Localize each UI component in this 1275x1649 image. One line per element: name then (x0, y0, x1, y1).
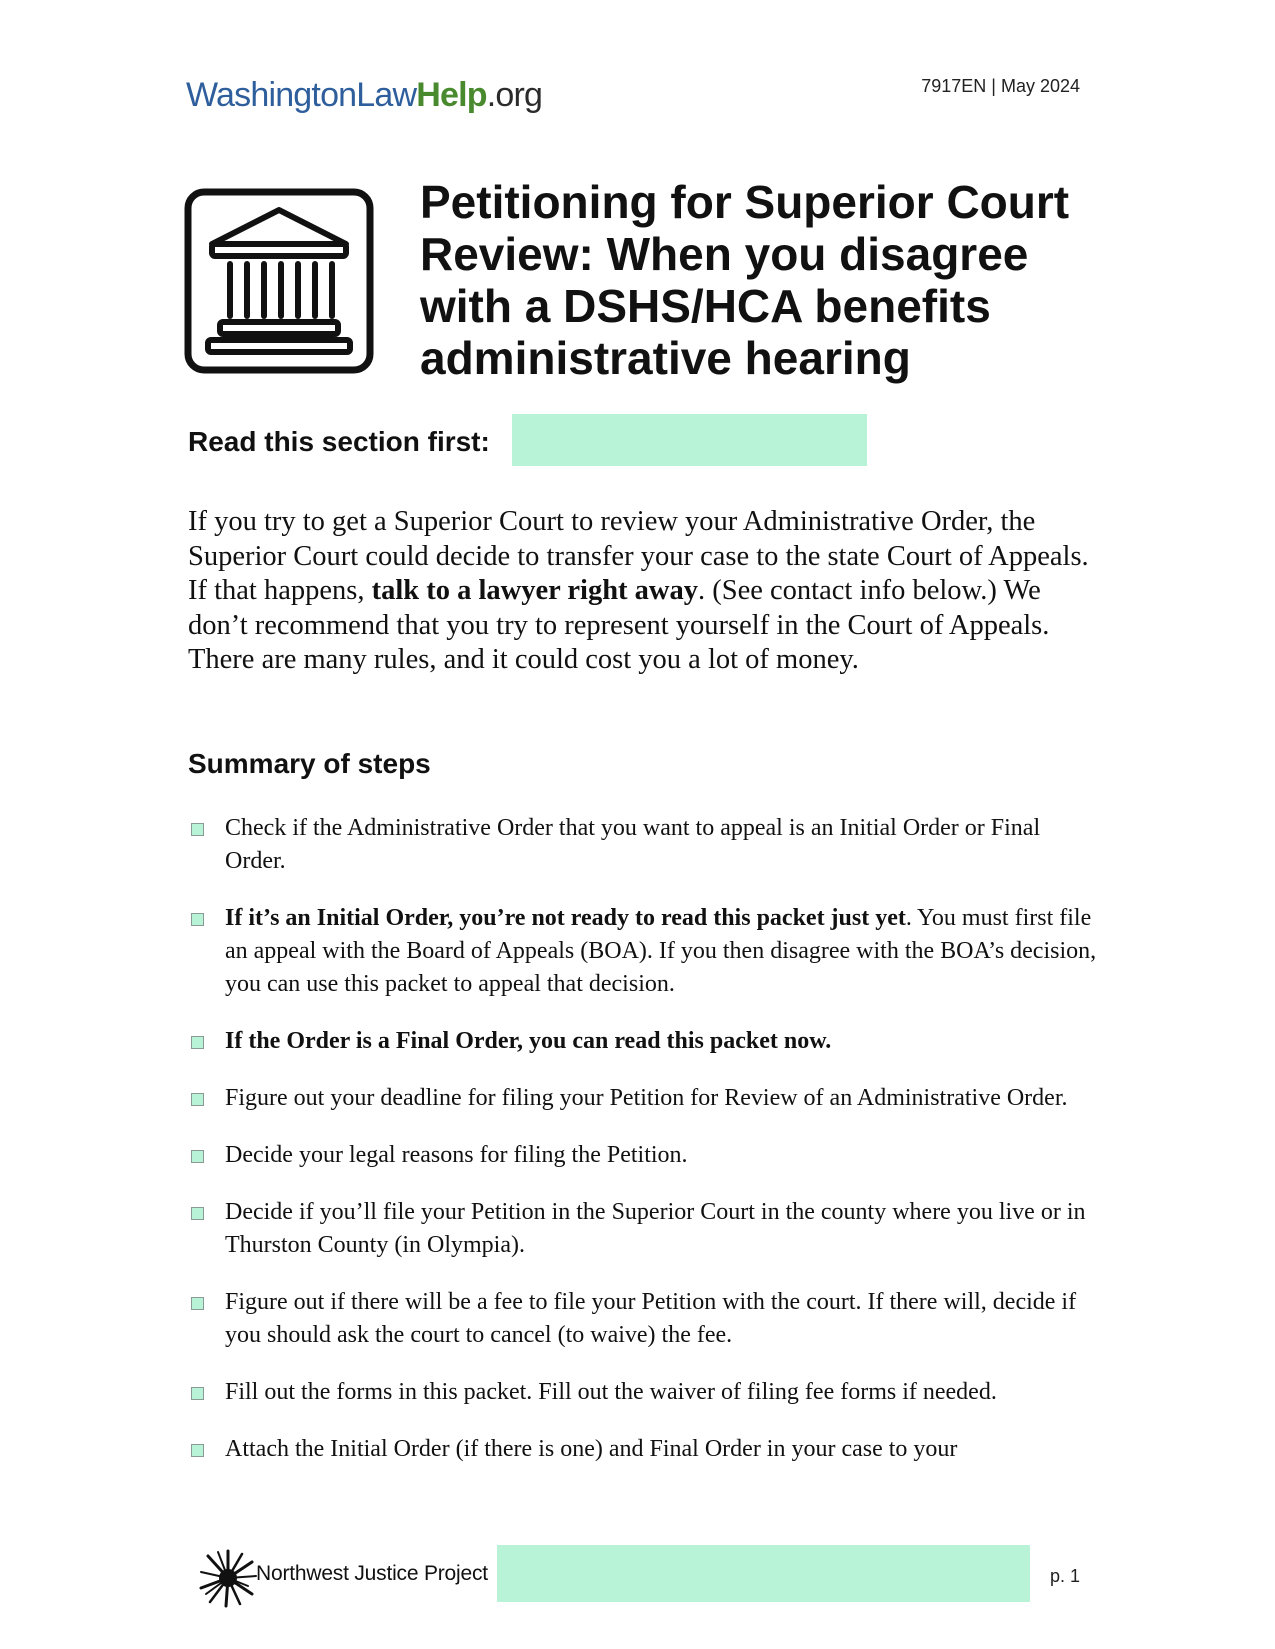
step-text: Figure out if there will be a fee to file your Petition with the court. If there will, decide if you should ask the court to cancel (to waive) the fee. (225, 1289, 1077, 1348)
footer-org-name: Northwest Justice Project (256, 1562, 488, 1585)
list-item (188, 1286, 1098, 1352)
read-first-heading: Read this section first: (188, 426, 490, 457)
checkbox-icon (191, 1207, 204, 1220)
list-item (188, 812, 1098, 878)
intro-paragraph (188, 505, 1093, 678)
page-title: Petitioning for Superior Court Review: When you disagree with a DSHS/HCA benefits administrative hearing (420, 176, 1070, 384)
intro-text-2: . (See contact info below.) We don’t recommend that you try to represent yourself in the Court of Appeals. There are many rules, and it could cost you a lot of money. (188, 575, 1050, 675)
step-text: Decide if you’ll file your Petition in the Superior Court in the county where you live or in Thurston County (in Olympia). (225, 1199, 1086, 1258)
checkbox-icon (191, 1297, 204, 1310)
step-text: Fill out the forms in this packet. Fill out the waiver of filing fee forms if needed. (225, 1379, 997, 1405)
logo-help: Help (416, 76, 487, 114)
checkbox-icon (191, 823, 204, 836)
list-item (188, 902, 1098, 1001)
list-item (188, 1376, 1098, 1409)
list-item (188, 1139, 1098, 1172)
step-text: Attach the Initial Order (if there is one) and Final Order in your case to your (225, 1436, 958, 1462)
sunburst-logo-icon (198, 1548, 258, 1608)
checkbox-icon (191, 1444, 204, 1457)
checkbox-icon (191, 1093, 204, 1106)
courthouse-icon (184, 188, 374, 374)
summary-heading: Summary of steps (188, 748, 431, 779)
step-bold-text: If the Order is a Final Order, you can read this packet now. (225, 1028, 832, 1054)
intro-text-1: If you try to get a Superior Court to review your Administrative Order, the Superior Court could decide to transfer your case to the state Court of Appeals. If that happens, (188, 506, 1089, 606)
logo-org: .org (486, 76, 543, 114)
checkbox-icon (191, 913, 204, 926)
list-item (188, 1025, 1098, 1058)
checkbox-icon (191, 1150, 204, 1163)
checkbox-icon (191, 1036, 204, 1049)
list-item (188, 1433, 1098, 1466)
list-item (188, 1196, 1098, 1262)
checkbox-icon (191, 1387, 204, 1400)
steps-list (188, 812, 1098, 1490)
intro-bold-text: talk to a lawyer right away (371, 575, 699, 606)
step-text: . You must first file an appeal with the Board of Appeals (BOA). If you then disagree with the BOA’s decision, you can use this packet to appeal that decision. (225, 905, 1097, 997)
list-item (188, 1082, 1098, 1115)
step-text: Decide your legal reasons for filing the Petition. (225, 1142, 688, 1168)
logo-law: Law (356, 76, 417, 114)
logo-washington: Washington (186, 76, 357, 114)
step-bold-text: If it’s an Initial Order, you’re not ready to read this packet just yet (225, 905, 906, 931)
step-text: Figure out your deadline for filing your Petition for Review of an Administrative Order. (225, 1085, 1068, 1111)
highlight-box (512, 414, 867, 466)
footer-highlight-box (497, 1545, 1030, 1602)
page-number: p. 1 (1049, 1566, 1080, 1586)
step-text: Check if the Administrative Order that you want to appeal is an Initial Order or Final Order. (225, 815, 1041, 874)
washingtonlawhelp-logo (186, 76, 542, 115)
document-id: 7917EN | May 2024 (921, 76, 1080, 96)
